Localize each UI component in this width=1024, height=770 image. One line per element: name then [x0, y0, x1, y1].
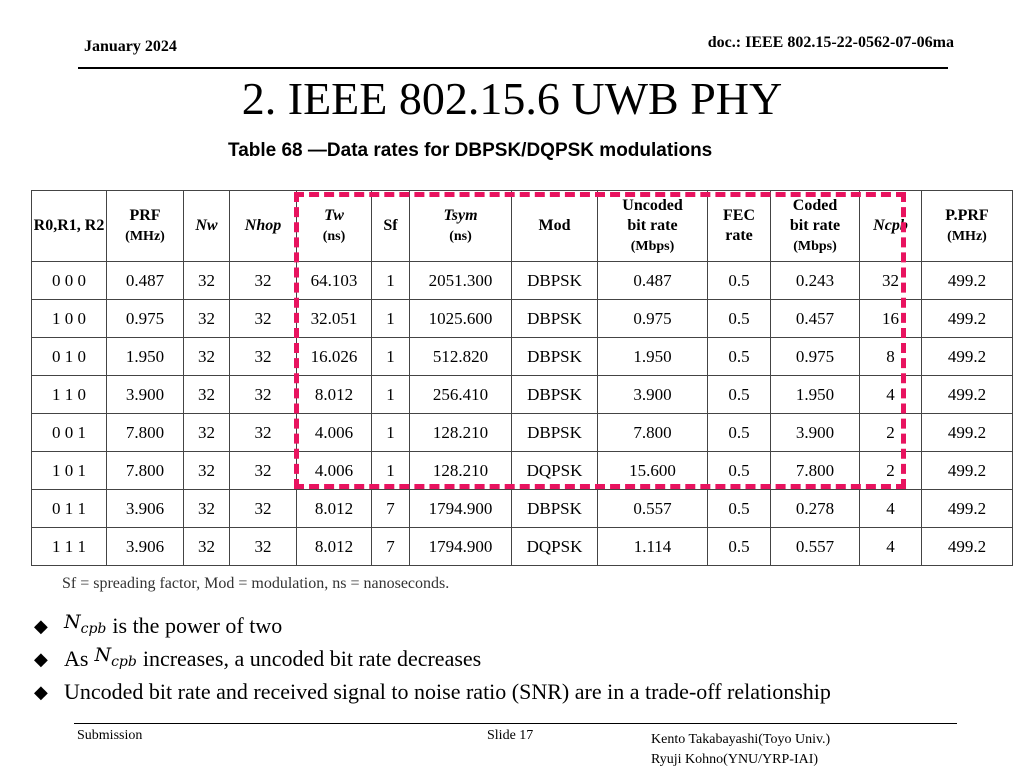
header-nw: Nw [184, 191, 230, 262]
table-cell: 0.5 [708, 452, 771, 490]
table-cell: 1.114 [598, 528, 708, 566]
bullet-text: is the power of two [112, 612, 283, 638]
table-cell: 499.2 [922, 376, 1013, 414]
table-cell: 32 [230, 414, 297, 452]
table-cell: 0.457 [771, 300, 860, 338]
table-cell: 0.5 [708, 338, 771, 376]
table-cell: 3.900 [598, 376, 708, 414]
bullet-item [34, 609, 831, 642]
table-cell: 1 [372, 414, 410, 452]
bullet-item [34, 642, 831, 675]
table-cell: DBPSK [512, 300, 598, 338]
table-cell: 15.600 [598, 452, 708, 490]
table-cell: 128.210 [410, 452, 512, 490]
table-cell: 32 [230, 338, 297, 376]
table-cell: DBPSK [512, 414, 598, 452]
table-cell: 1 0 0 [32, 300, 107, 338]
table-cell: 3.900 [107, 376, 184, 414]
table-cell: 4 [860, 528, 922, 566]
ncpb-symbol: $N_{cpb}$ [64, 611, 107, 637]
table-cell: 8 [860, 338, 922, 376]
header-coded-bit-rate: Coded bit rate (Mbps) [771, 191, 860, 262]
table-cell: 0.975 [771, 338, 860, 376]
table-cell: 499.2 [922, 300, 1013, 338]
table-cell: 1 1 0 [32, 376, 107, 414]
table-cell: 0.243 [771, 262, 860, 300]
table-cell: 1 1 1 [32, 528, 107, 566]
diamond-bullet-icon: ◆ [34, 648, 48, 669]
table-cell: DBPSK [512, 262, 598, 300]
header-pprf: P.PRF (MHz) [922, 191, 1013, 262]
table-cell: 1794.900 [410, 490, 512, 528]
header-fec-rate: FEC rate [708, 191, 771, 262]
table-cell: 64.103 [297, 262, 372, 300]
table-cell: 7 [372, 490, 410, 528]
table-cell: 32 [184, 490, 230, 528]
bullet-prefix: As [64, 645, 89, 671]
table-cell: 256.410 [410, 376, 512, 414]
table-cell: 0.975 [107, 300, 184, 338]
table-cell: 1.950 [771, 376, 860, 414]
table-cell: 32 [184, 376, 230, 414]
table-cell: 499.2 [922, 490, 1013, 528]
table-cell: 3.906 [107, 490, 184, 528]
diamond-bullet-icon: ◆ [34, 615, 48, 636]
table-cell: 499.2 [922, 528, 1013, 566]
table-cell: 32 [184, 528, 230, 566]
table-cell: 1025.600 [410, 300, 512, 338]
table-cell: 32 [230, 528, 297, 566]
ncpb-symbol: $N_{cpb}$ [94, 644, 137, 670]
table-cell: 1 [372, 376, 410, 414]
table-cell: 0.5 [708, 262, 771, 300]
header-prf: PRF (MHz) [107, 191, 184, 262]
footer-author-2: Ryuji Kohno(YNU/YRP-IAI) [651, 752, 819, 767]
table-cell: 8.012 [297, 376, 372, 414]
table-cell: 2 [860, 414, 922, 452]
header-nhop: Nhop [230, 191, 297, 262]
table-cell: 0.278 [771, 490, 860, 528]
table-cell: 0 0 0 [32, 262, 107, 300]
table-cell: 7 [372, 528, 410, 566]
table-cell: 1 [372, 452, 410, 490]
table-cell: 2051.300 [410, 262, 512, 300]
highlight-box [294, 192, 906, 489]
table-cell: 499.2 [922, 262, 1013, 300]
table-cell: 1.950 [598, 338, 708, 376]
table-cell: DBPSK [512, 376, 598, 414]
diamond-bullet-icon: ◆ [34, 681, 48, 702]
table-cell: 0.5 [708, 300, 771, 338]
table-cell: 0.487 [598, 262, 708, 300]
table-cell: 128.210 [410, 414, 512, 452]
table-cell: 1 [372, 262, 410, 300]
table-cell: 4 [860, 490, 922, 528]
table-cell: 1 [372, 300, 410, 338]
table-cell: 32 [184, 262, 230, 300]
table-cell: 32 [860, 262, 922, 300]
table-cell: 4.006 [297, 414, 372, 452]
header-mod: Mod [512, 191, 598, 262]
table-cell: 2 [860, 452, 922, 490]
table-cell: 0 0 1 [32, 414, 107, 452]
table-footnote: Sf = spreading factor, Mod = modulation, ns = nanoseconds. [62, 575, 450, 592]
footer-rule [74, 723, 957, 724]
bullet-text: increases, a uncoded bit rate decreases [142, 645, 482, 671]
table-caption: Table 68 —Data rates for DBPSK/DQPSK modulations [228, 140, 713, 161]
table-cell: 3.900 [771, 414, 860, 452]
table-cell: 0.557 [771, 528, 860, 566]
table-cell: 0.5 [708, 490, 771, 528]
table-cell: 0 1 0 [32, 338, 107, 376]
table-cell: DQPSK [512, 452, 598, 490]
table-cell: 0.5 [708, 414, 771, 452]
table-cell: 0.557 [598, 490, 708, 528]
footer-slide-number: Slide 17 [487, 728, 534, 743]
header-date: January 2024 [84, 38, 177, 55]
table-cell: 7.800 [598, 414, 708, 452]
header-tsym: Tsym (ns) [410, 191, 512, 262]
header-uncoded-bit-rate: Uncoded bit rate (Mbps) [598, 191, 708, 262]
table-cell: 32 [230, 300, 297, 338]
table-cell: 32 [230, 376, 297, 414]
table-cell: 8.012 [297, 490, 372, 528]
bullet-list [34, 609, 831, 708]
table-cell: 16.026 [297, 338, 372, 376]
table-cell: 32 [230, 490, 297, 528]
table-cell: 8.012 [297, 528, 372, 566]
table-cell: 1 0 1 [32, 452, 107, 490]
table-cell: 1794.900 [410, 528, 512, 566]
table-cell: 1 [372, 338, 410, 376]
table-row [32, 490, 1013, 528]
table-cell: 32 [184, 338, 230, 376]
table-cell: 0.975 [598, 300, 708, 338]
table-cell: DQPSK [512, 528, 598, 566]
footer-authors [651, 730, 830, 770]
table-cell: 1.950 [107, 338, 184, 376]
slide-title: 2. IEEE 802.15.6 UWB PHY [241, 73, 783, 124]
table-cell: 3.906 [107, 528, 184, 566]
table-cell: 499.2 [922, 414, 1013, 452]
footer-author-1: Kento Takabayashi(Toyo Univ.) [651, 732, 831, 747]
table-cell: 32 [184, 452, 230, 490]
table-cell: DBPSK [512, 338, 598, 376]
table-cell: 32 [230, 262, 297, 300]
table-cell: 0 1 1 [32, 490, 107, 528]
table-cell: 7.800 [771, 452, 860, 490]
bullet-item [34, 675, 831, 708]
table-cell: 16 [860, 300, 922, 338]
header-r: R0,R1, R2 [32, 191, 107, 262]
footer-submission: Submission [77, 728, 143, 743]
table-cell: DBPSK [512, 490, 598, 528]
table-cell: 4 [860, 376, 922, 414]
header-rule [78, 67, 948, 69]
table-cell: 7.800 [107, 452, 184, 490]
header-doc-id: doc.: IEEE 802.15-22-0562-07-06ma [707, 34, 954, 51]
table-cell: 4.006 [297, 452, 372, 490]
table-cell: 32.051 [297, 300, 372, 338]
table-cell: 0.5 [708, 376, 771, 414]
table-cell: 32 [230, 452, 297, 490]
table-cell: 7.800 [107, 414, 184, 452]
header-sf: Sf [372, 191, 410, 262]
header-tw: Tw (ns) [297, 191, 372, 262]
table-cell: 0.5 [708, 528, 771, 566]
table-row [32, 528, 1013, 566]
table-cell: 0.487 [107, 262, 184, 300]
table-cell: 32 [184, 300, 230, 338]
bullet-text: Uncoded bit rate and received signal to noise ratio (SNR) are in a trade-off relationship [64, 678, 831, 704]
table-cell: 499.2 [922, 452, 1013, 490]
table-cell: 499.2 [922, 338, 1013, 376]
table-cell: 32 [184, 414, 230, 452]
header-ncpb: Ncpb [860, 191, 922, 262]
table-cell: 512.820 [410, 338, 512, 376]
